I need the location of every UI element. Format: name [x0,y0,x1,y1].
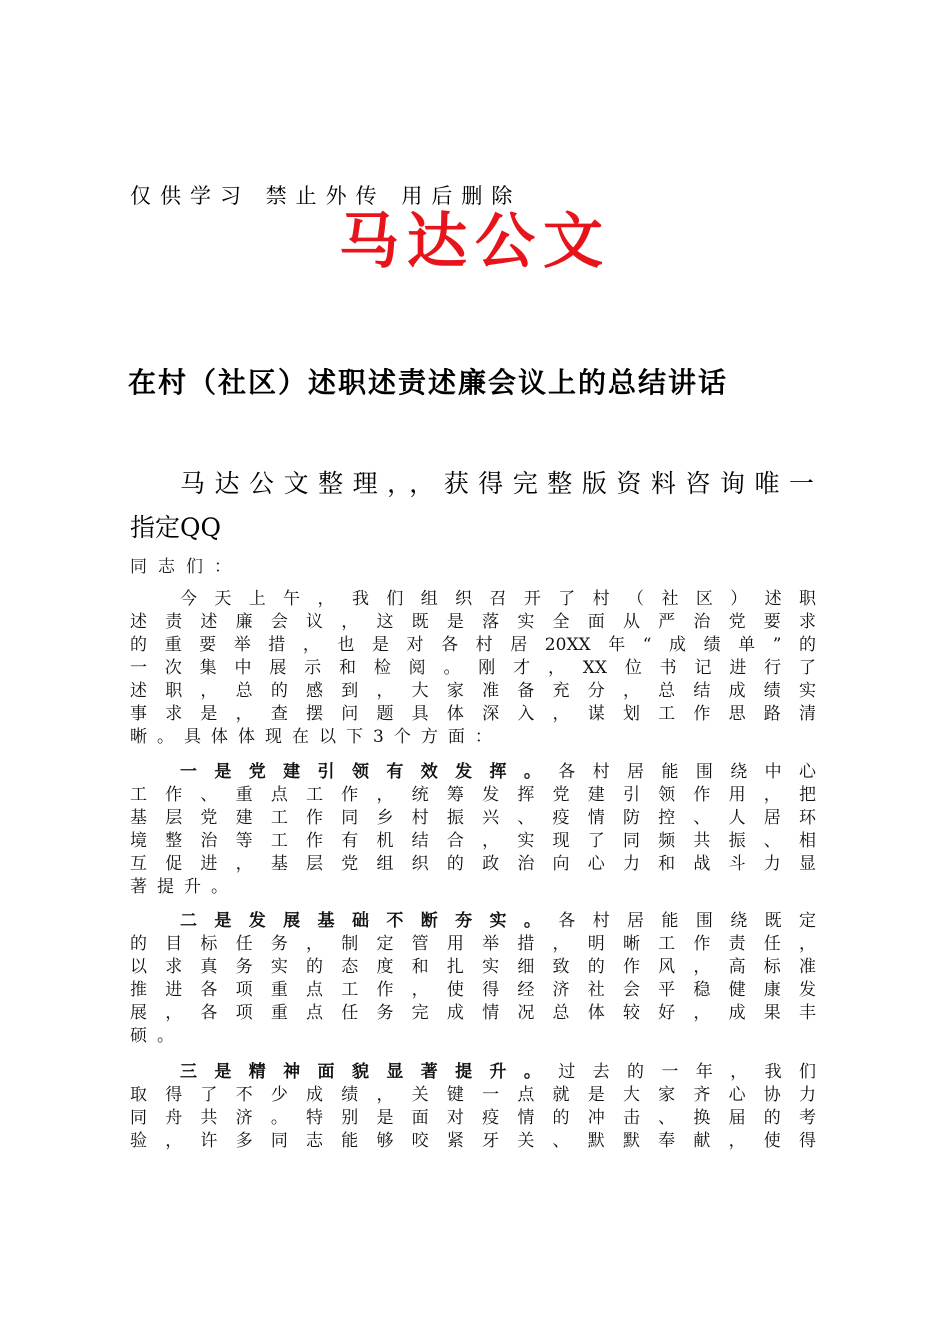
text-line: 今天上午，我们组织召开了村（社区）述职 [180,589,816,609]
paragraph-2 [130,761,816,899]
text-line: 述责述廉会议，这既是落实全面从严治党要求 [130,612,816,632]
text-line [130,910,816,933]
text-line: 事求是，查摆问题具体深入，谋划工作思路清 [130,704,816,724]
text-line: 推进各项重点工作，使得经济社会平稳健康发 [130,980,816,1000]
text-line: 的重要举措，也是对各村居20XX年“成绩单”的 [130,635,816,655]
text-line: 验，许多同志能够咬紧牙关、默默奉献，使得 [130,1131,816,1151]
text-line: 互促进，基层党组织的政治向心力和战斗力显 [130,854,816,874]
text-fragment: 各村居能围绕中心 [558,762,817,782]
intro-line: 指定QQ [130,513,221,542]
intro-line: 马达公文整理，，获得完整版资料咨询唯一 [180,469,820,498]
document-title: 在村（社区）述职述责述廉会议上的总结讲话 [128,366,729,399]
text-line: 以求真务实的态度和扎实细致的作风，高标准 [130,957,816,977]
paragraph-lead: 一是党建引领有效发挥。 [180,762,559,782]
text-line: 的目标任务，制定管用举措，明晰工作责任， [130,934,816,954]
text-fragment: 过去的一年，我们 [558,1062,817,1082]
paragraph-lead: 二是发展基础不断夯实。 [180,911,559,931]
text-fragment: 各村居能围绕既定 [558,911,817,931]
text-line: 同舟共济。特别是面对疫情的冲击、换届的考 [130,1108,816,1128]
text-line: 著提升。 [130,877,238,897]
text-line: 硕。 [130,1026,184,1046]
text-line: 晰。具体体现在以下3个方面： [130,727,502,747]
text-line: 展，各项重点任务完成情况总体较好，成果丰 [130,1003,816,1023]
paragraph-4 [130,1061,816,1153]
text-line: 工作、重点工作，统筹发挥党建引领作用，把 [130,785,816,805]
paragraph-lead: 三是精神面貌显著提升。 [180,1062,559,1082]
text-line [130,1061,816,1084]
text-line: 一次集中展示和检阅。刚才，XX位书记进行了 [130,658,816,678]
text-line [130,761,816,784]
greeting: 同志们： [130,557,242,577]
brand-logo-text: 马达公文 [339,207,611,277]
text-line: 基层党建工作同乡村振兴、疫情防控、人居环 [130,808,816,828]
text-line: 境整治等工作有机结合，实现了同频共振、相 [130,831,816,851]
usage-notice: 仅供学习 禁止外传 用后删除 [130,184,522,208]
text-line: 述职，总的感到，大家准备充分，总结成绩实 [130,681,816,701]
paragraph-3 [130,910,816,1048]
paragraph-1 [130,588,816,749]
text-line: 取得了不少成绩，关键一点就是大家齐心协力 [130,1085,816,1105]
intro-paragraph [130,462,820,550]
